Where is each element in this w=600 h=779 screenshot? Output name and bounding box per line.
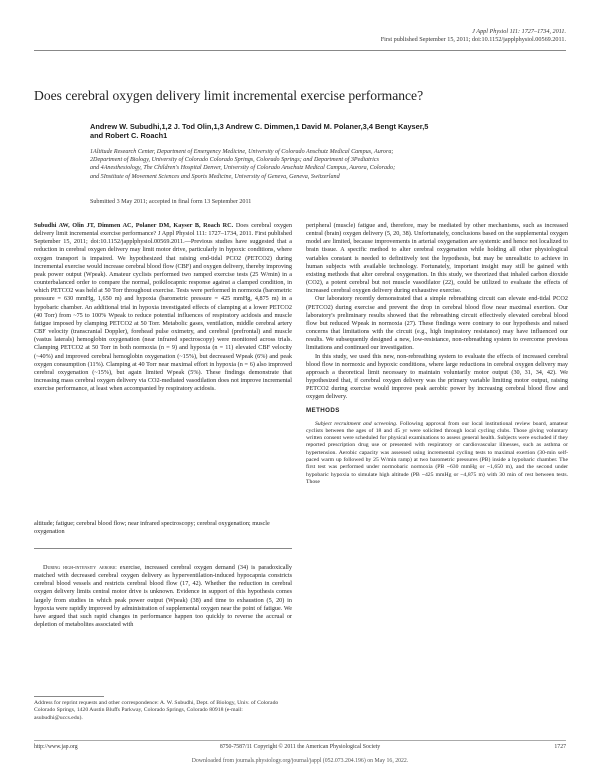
copyright-notice: 8750-7587/11 Copyright © 2011 the American Physiological Society [219,744,381,750]
article-title: Does cerebral oxygen delivery limit incremental exercise performance? [34,88,424,103]
methods-body: Following approval from our local institutional review board, amateur cyclists between the ages of 18 and 45 yr were solicited through local cycling clubs. Those giving voluntary written consent were scheduled for physical examinations to assess general health. Subjects were excluded if they reported prescription drug use or presented with respiratory or cardiovascular illnesses, such as asthma or hypertension. Aerobic capacity was assessed using incremental cycling tests to maximal exertion (30-min self-paced warm up followed by 25 W/min ramp) at two barometric pressures (PB) inside a hypobaric chamber. The first test was performed under normobaric normoxia (PB ~630 mmHg or ~1,650 m), and the second under hypobaric hypoxia to simulate high altitude (PB ~425 mmHg or ~4,875 m) with 30 min of rest between tests. Those [306,420,568,485]
authors-line-1: Andrew W. Subudhi,1,2 J. Tod Olin,1,3 Andrew C. Dimmen,1 David M. Polaner,3,4 Bengt Kayser,5 [90,122,429,131]
footnote-rule [34,696,104,697]
intro-paragraph: peripheral (muscle) fatigue and, therefore, may be mediated by other mechanisms, such as increased central (brain) oxygen delivery (5, 20, 38). Unfortunately, conclusions based on the supplemental oxygen model are limited, because improvements in arterial oxygenation are systemic and hence not localized to brain tissue. A specific method to alter cerebral oxygenation while holding all other physiological variables constant is needed to definitively test the hypothesis, but may be unrealistic to achieve in human subjects with available technology. Fortunately, important insight may still be gained with existing methods that alter cerebral oxygenation. In this study, we theorized that inhaled carbon dioxide (CO2), a potent cerebral but not muscle vasodilator (22), could be utilized to evaluate the effects of increased cerebral oxygen delivery during exhaustive exercise. [306,222,568,295]
intro-left-body: exercise, increased cerebral oxygen demand (34) is paradoxically matched with decreased cerebral oxygen delivery as hyperventilation-induced hypocapnia constricts cerebral blood vessels and restricts cerebral blood flow (17, 42). Whether the reduction in cerebral oxygen delivery limits central motor drive is unknown. Evidence in support of this hypothesis comes largely from studies in which peak power output (Wpeak) (38) and time to exhaustion (5, 20) in hypoxia were rapidly improved by administration of supplemental oxygen near the point of fatigue. We have argued that such rapid changes in performance happen too quickly to reverse the accrual or depletion of metabolites associated with [34,564,292,629]
methods-subheading: Subject recruitment and screening. [315,420,398,427]
affiliation-line: 1Altitude Research Center, Department of Emergency Medicine, University of Colorado Anschutz Medical Campus, Aurora; [90,149,394,155]
methods-heading: METHODS [306,407,340,415]
affiliation-line: and 4Anesthesiology, The Children's Hospital Denver, University of Colorado Anschutz Medical Campus, Aurora, Colorado; [90,165,396,172]
intro-lead-caps: During high-intensity aerobic [43,564,117,571]
journal-citation: J Appl Physiol 111: 1727–1734, 2011. [472,28,566,35]
download-notice: Downloaded from journals.physiology.org/journal/jappl (052.073.204.196) on May 16, 2022. [191,758,409,764]
journal-url-link[interactable]: http://www.jap.org [34,744,78,750]
first-published: First published September 15, 2011; doi:10.1152/japplphysiol.00569.2011. [380,36,566,44]
abstract-paragraph [34,222,292,393]
affiliations [90,148,570,181]
abstract-body: Previous studies have suggested that a reduction in cerebral oxygen delivery may limit motor drive, particularly in hypoxic conditions, where oxygen transport is impaired. We hypothesized that raising end-tidal PCO2 (PETCO2) during incremental exercise would increase cerebral blood flow (CBF) and oxygen delivery, thereby improving peak power output (Wpeak). Amateur cyclists performed two ramped exercise tests (25 W/min) in a counterbalanced order to compare the normal, poikilocapnic response against a clamped condition, in which PETCO2 was held at 50 Torr throughout exercise. Tests were performed in normoxia (barometric pressure = 630 mmHg, 1,650 m) and hypoxia (barometric pressure = 425 mmHg, 4,875 m) in a hypobaric chamber. An additional trial in hypoxia investigated effects of clamping at a lower PETCO2 (40 Torr) from ~75 to 100% Wpeak to reduce potential influences of respiratory acidosis and muscle fatigue imposed by clamping PETCO2 at 50 Torr. Metabolic gases, ventilation, middle cerebral artery CBF velocity (transcranial Doppler), forehead pulse oximetry, and cerebral (prefrontal) and muscle (vastus laterals) hemoglobin oxygenation (near infrared spectroscopy) were monitored across trials. Clamping PETCO2 at 50 Torr in both normoxia (n = 9) and hypoxia (n = 11) elevated CBF velocity (~40%) and improved cerebral hemoglobin oxygenation (~15%), but decreased Wpeak (6%) and peak oxygen consumption (11%). Clamping at 40 Torr near maximal effort in hypoxia (n = 6) also improved cerebral oxygenation (~15%), but again limited Wpeak (5%). These findings demonstrate that increasing mass cerebral oxygen delivery via CO2-mediated vasodilation does not improve incremental exercise performance, at least when accompanied by respiratory acidosis. [34,238,292,393]
intro-paragraph: Our laboratory recently demonstrated that a simple rebreathing circuit can elevate end-tidal PCO2 (PETCO2) during exercise and prevent the drop in cerebral blood flow near maximal exertion. Our laboratory's preliminary results showed that the rebreathing circuit effectively elevated cerebral blood flow but reduced Wpeak in normoxia (27). These findings were contrary to our hypothesis and raised concerns that limitations with the circuit (e.g., high inspiratory resistance) may have influenced our results. We subsequently designed a new, low-resistance, non-rebreathing system to overcome previous limitations and continued our investigation. [306,295,568,352]
correspondence-footnote: Address for reprint requests and other correspondence: A. W. Subudhi, Dept. of Biology, Univ. of Colorado Colorado Springs, 1420 Austin Bluffs Parkway, Colorado Springs, Colorado 80918 (e-mail: asubudhi@uccs.edu). [34,700,279,721]
methods-paragraph [306,421,568,487]
header-rule [34,50,566,51]
intro-paragraph [34,564,292,629]
abstract-citation: Does cerebral oxygen delivery limit incremental exercise performance? J Appl Physiol 111: 1727–1734, 2011. First published September 15, 2011; doi:10.1152/japplphysiol.00569.2011.— [34,222,292,246]
introduction-left [34,564,292,629]
intro-paragraph: In this study, we used this new, non-rebreathing system to evaluate the effects of increased cerebral blood flow in normoxic and hypoxic conditions, where large reductions in cerebral oxygen delivery may approach a theoretical limit necessary to maintain voluntarily motor output (30, 31, 34, 42). We hypothesized that, if cerebral oxygen delivery was the primary variable limiting motor output, raising PETCO2 during exercise would improve peak aerobic power by increasing cerebral blood flow and oxygen delivery. [306,352,568,401]
footer-rule [34,740,566,741]
author-list [90,122,570,141]
abstract-citation-authors: Subudhi AW, Olin JT, Dimmen AC, Polaner DM, Kayser B, Roach RC. [34,222,234,229]
page-number: 1727 [554,744,566,750]
keywords: altitude; fatigue; cerebral blood flow; near infrared spectroscopy; cerebral oxygenation; muscle oxygenation [34,520,270,536]
journal-reference [381,28,566,44]
keywords-rule [34,548,292,549]
authors-line-2: and Robert C. Roach1 [90,131,168,141]
affiliation-line: and 5Institute of Movement Sciences and Sports Medicine, University of Geneva, Geneva, Switzerland [90,173,340,180]
affiliation-line: 2Department of Biology, University of Colorado Colorado Springs, Colorado Springs; and Department of 3Pediatrics [90,157,379,164]
abstract [34,222,292,393]
submission-dates: Submitted 3 May 2011; accepted in final form 13 September 2011 [90,199,252,205]
right-column [306,222,568,486]
